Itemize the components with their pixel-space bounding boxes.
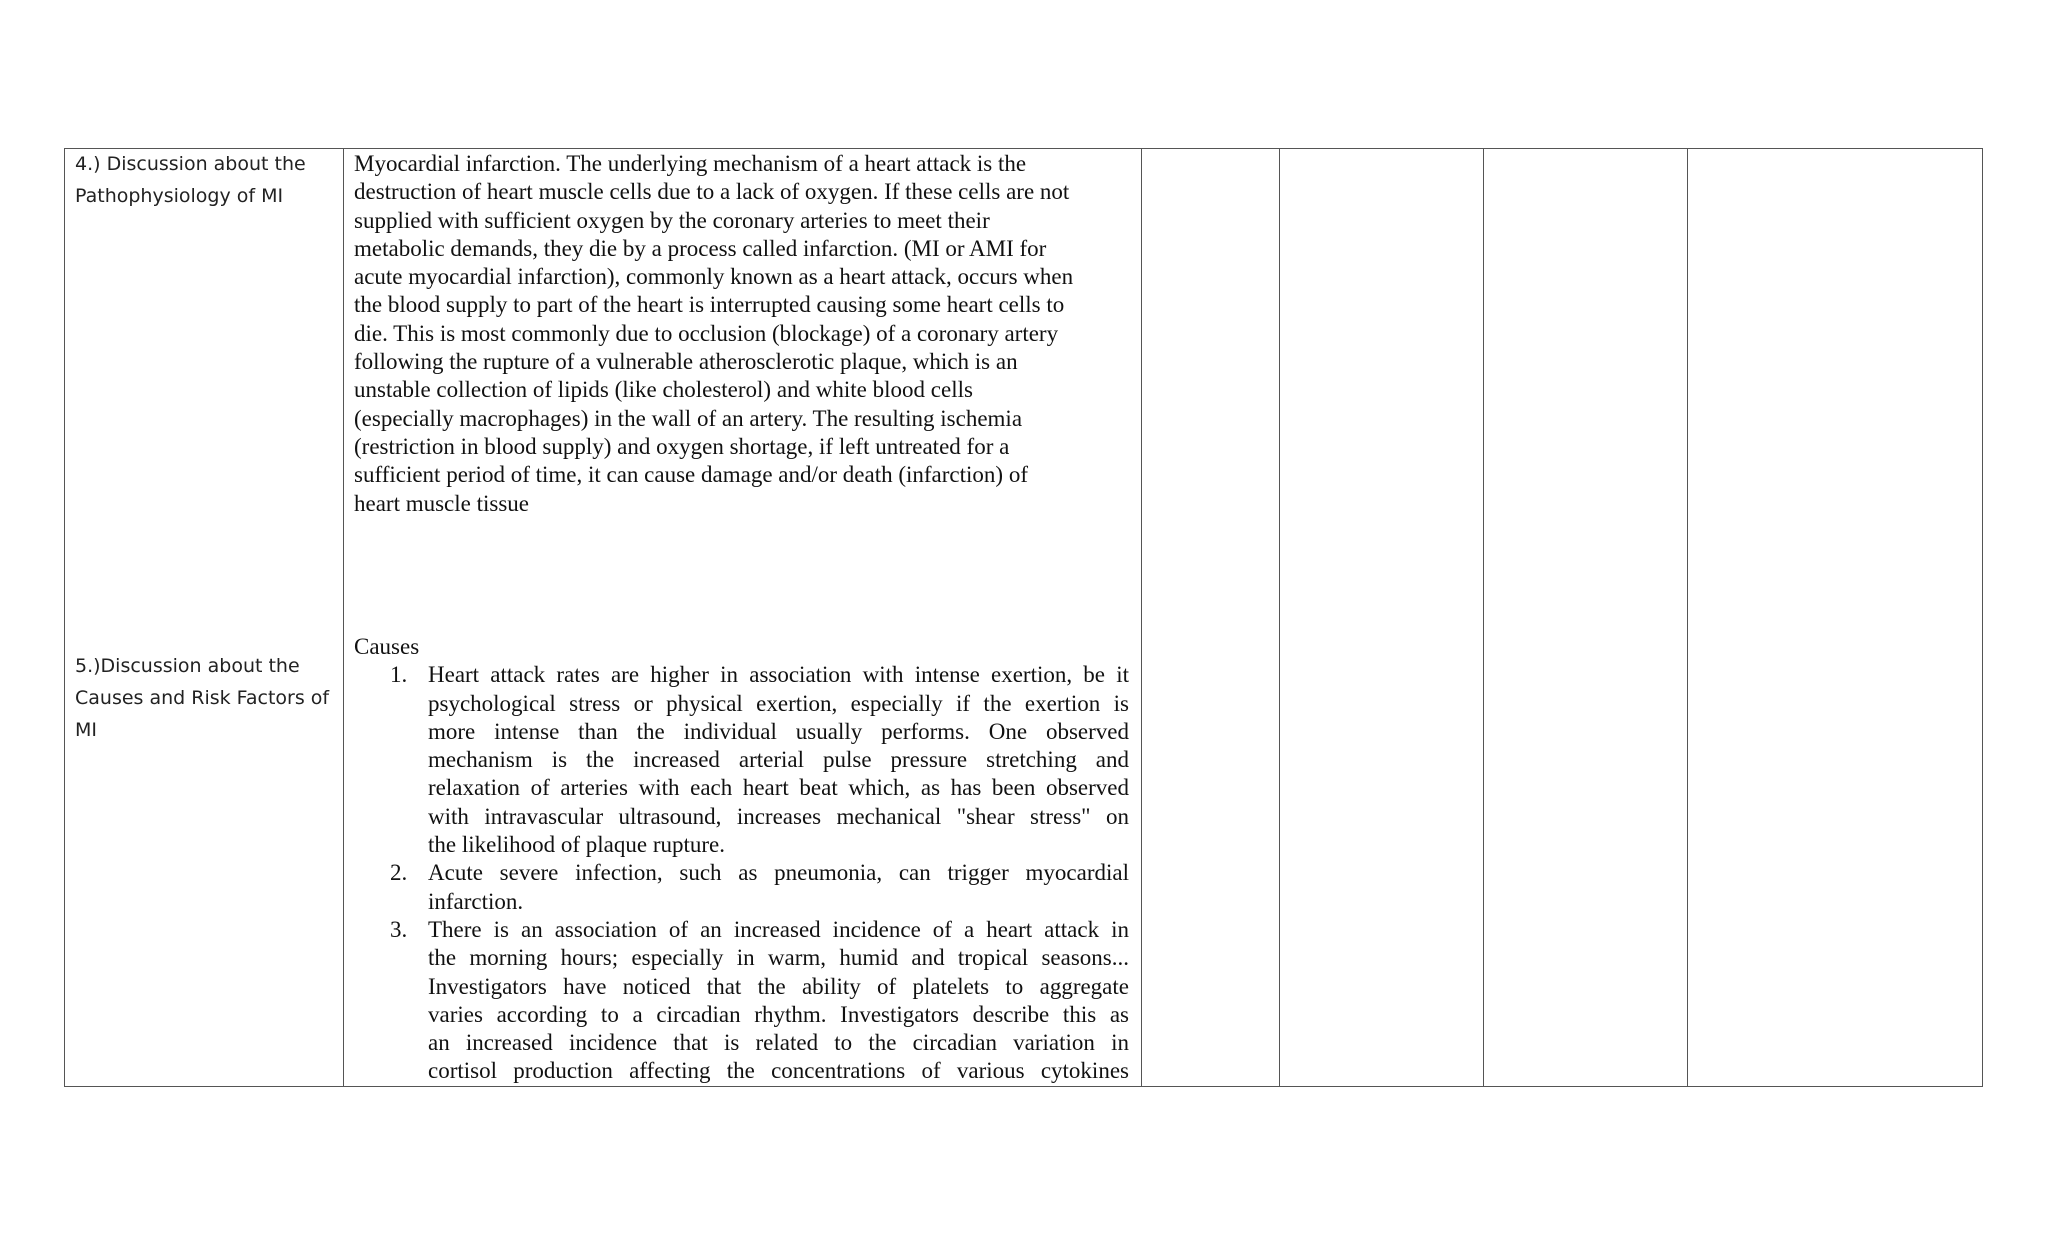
paragraph-line: following the rupture of a vulnerable atherosclerotic plaque, which is an xyxy=(354,349,1018,375)
pathophysiology-paragraph xyxy=(354,150,1129,518)
cause-number: 1. xyxy=(390,662,408,688)
cause-line: an increased incidence that is related to the circadian variation in xyxy=(428,1030,1129,1056)
column-divider xyxy=(1141,149,1142,1086)
cause-item xyxy=(354,661,1129,859)
cause-line: with intravascular ultrasound, increases mechanical "shear stress" on xyxy=(428,803,1129,829)
paragraph-line: destruction of heart muscle cells due to a lack of oxygen. If these cells are not xyxy=(354,179,1070,205)
paragraph-line: supplied with sufficient oxygen by the coronary arteries to meet their xyxy=(354,207,990,233)
column-divider xyxy=(1279,149,1280,1086)
causes-list xyxy=(354,661,1129,1085)
cause-line: Acute severe infection, such as pneumonia, can trigger myocardial xyxy=(428,860,1129,886)
row-5-label-line: 5.)Discussion about the xyxy=(75,655,300,677)
row-5-label xyxy=(75,650,329,746)
causes-heading: Causes xyxy=(354,634,420,659)
cause-number: 2. xyxy=(390,860,408,886)
column-divider xyxy=(1687,149,1688,1086)
cause-line: Heart attack rates are higher in association with intense exertion, be it xyxy=(428,662,1129,688)
paragraph-line: Myocardial infarction. The underlying mechanism of a heart attack is the xyxy=(354,151,1027,176)
row-5-label-line: Causes and Risk Factors of xyxy=(75,687,330,709)
paragraph-line: the blood supply to part of the heart is interrupted causing some heart cells to xyxy=(354,292,1065,318)
cause-line: the morning hours; especially in warm, humid and tropical seasons... xyxy=(428,945,1129,971)
cause-line: Investigators have noticed that the ability of platelets to aggregate xyxy=(428,973,1129,999)
row-5-label-line: MI xyxy=(75,719,97,741)
paragraph-line: unstable collection of lipids (like cholesterol) and white blood cells xyxy=(354,377,973,403)
cause-line: There is an association of an increased incidence of a heart attack in xyxy=(428,916,1129,942)
paragraph-line: acute myocardial infarction), commonly known as a heart attack, occurs when xyxy=(354,264,1074,290)
paragraph-line: (restriction in blood supply) and oxygen shortage, if left untreated for a xyxy=(354,433,1010,459)
cause-line: more intense than the individual usually performs. One observed xyxy=(428,718,1129,744)
column-divider xyxy=(343,149,344,1086)
cause-line: varies according to a circadian rhythm. Investigators describe this as xyxy=(428,1001,1129,1027)
cause-number: 3. xyxy=(390,916,408,942)
cause-line: the likelihood of plaque rupture. xyxy=(428,832,726,858)
paragraph-line: heart muscle tissue xyxy=(354,490,530,516)
paragraph-line: (especially macrophages) in the wall of an artery. The resulting ischemia xyxy=(354,405,1023,431)
cause-line: mechanism is the increased arterial pulse pressure stretching and xyxy=(428,747,1129,773)
cause-line: psychological stress or physical exertion, especially if the exertion is xyxy=(428,690,1129,716)
cause-line: infarction. xyxy=(428,888,524,914)
cause-line: relaxation of arteries with each heart beat which, as has been observed xyxy=(428,775,1129,801)
column-divider xyxy=(1483,149,1484,1086)
cause-item xyxy=(354,916,1129,1086)
paragraph-line: die. This is most commonly due to occlusion (blockage) of a coronary artery xyxy=(354,320,1059,346)
cause-line: cortisol production affecting the concentrations of various cytokines xyxy=(428,1058,1129,1084)
row-4-label-line: Pathophysiology of MI xyxy=(75,185,284,207)
paragraph-line: metabolic demands, they die by a process called infarction. (MI or AMI for xyxy=(354,235,1047,261)
row-4-label-line: 4.) Discussion about the xyxy=(75,153,306,175)
row-4-label xyxy=(75,148,306,212)
causes-section xyxy=(354,633,1129,1086)
paragraph-line: sufficient period of time, it can cause damage and/or death (infarction) of xyxy=(354,462,1028,488)
cause-item xyxy=(354,859,1129,916)
